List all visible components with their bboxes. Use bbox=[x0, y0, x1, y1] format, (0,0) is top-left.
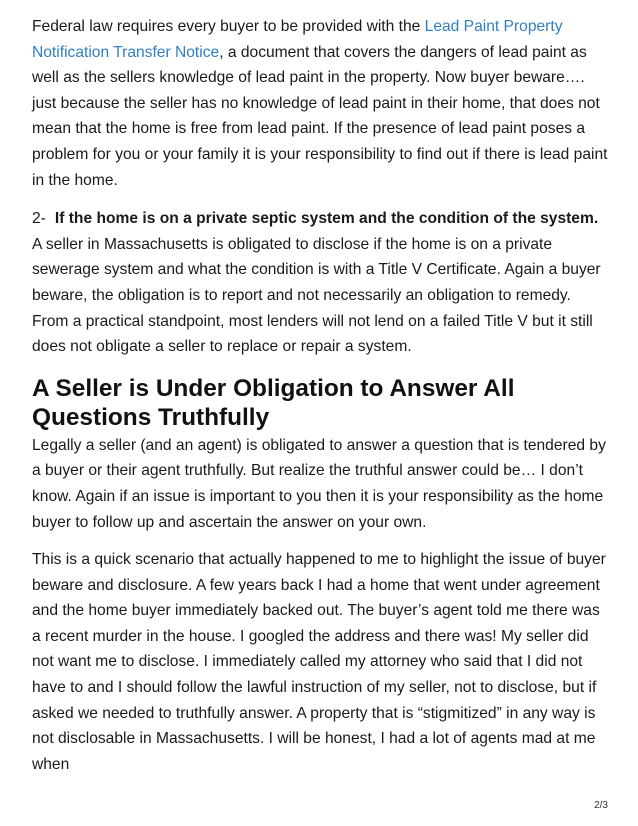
septic-text: A seller in Massachusetts is obligated to disclose if the home is on a private sewerage system and what the condition is with a Title V Certificate. Again a buyer beware, the obligation is to report and not necessarily an obligation to remedy. From a practical standpoint, most lenders will not lend on a failed Title V but it still does not obligate a seller to replace or repair a system. bbox=[32, 235, 601, 356]
lead-paint-text-intro: Federal law requires every buyer to be provided with the bbox=[32, 18, 425, 35]
item-number: 2- bbox=[32, 210, 46, 228]
septic-heading: If the home is on a private septic system and the condition of the system. bbox=[54, 210, 599, 228]
lead-paint-paragraph bbox=[32, 14, 608, 193]
section-heading: A Seller is Under Obligation to Answer All Questions Truthfully bbox=[32, 374, 515, 431]
document-page bbox=[32, 14, 608, 777]
septic-system-paragraph bbox=[32, 206, 608, 360]
page-number: 2/3 bbox=[594, 800, 608, 811]
obligation-paragraph: Legally a seller (and an agent) is obligated to answer a question that is tendered by a buyer or their agent truthfully. But realize the truthful answer could be… I don’t know. Again if an issue is important to you then it is your responsibility as the home buyer to follow up and ascertain the answer on your own. bbox=[32, 436, 606, 531]
lead-paint-text-body: , a document that covers the dangers of lead paint as well as the sellers knowledge of lead paint in the property. Now buyer beware…. just because the seller has no knowledge of lead paint in their home, that does not mean that the home is free from lead paint. If the presence of lead paint poses a problem for you or your family it is your responsibility to find out if there is lead paint in the home. bbox=[32, 43, 608, 189]
scenario-paragraph: This is a quick scenario that actually happened to me to highlight the issue of buyer beware and disclosure. A few years back I had a home that went under agreement and the home buyer immediately backed out. The buyer’s agent told me there was a recent murder in the house. I googled the address and there was! My seller did not want me to disclose. I immediately called my attorney who said that I did not have to and I should follow the lawful instruction of my seller, not to disclose, but if asked we needed to truthfully answer. A property that is “stigmitized” in any way is not disclosable in Massachusetts. I will be honest, I had a lot of agents mad at me when bbox=[32, 551, 606, 773]
lead-paint-notice-link[interactable]: Lead Paint Property Notification Transfer Notice bbox=[32, 18, 563, 61]
